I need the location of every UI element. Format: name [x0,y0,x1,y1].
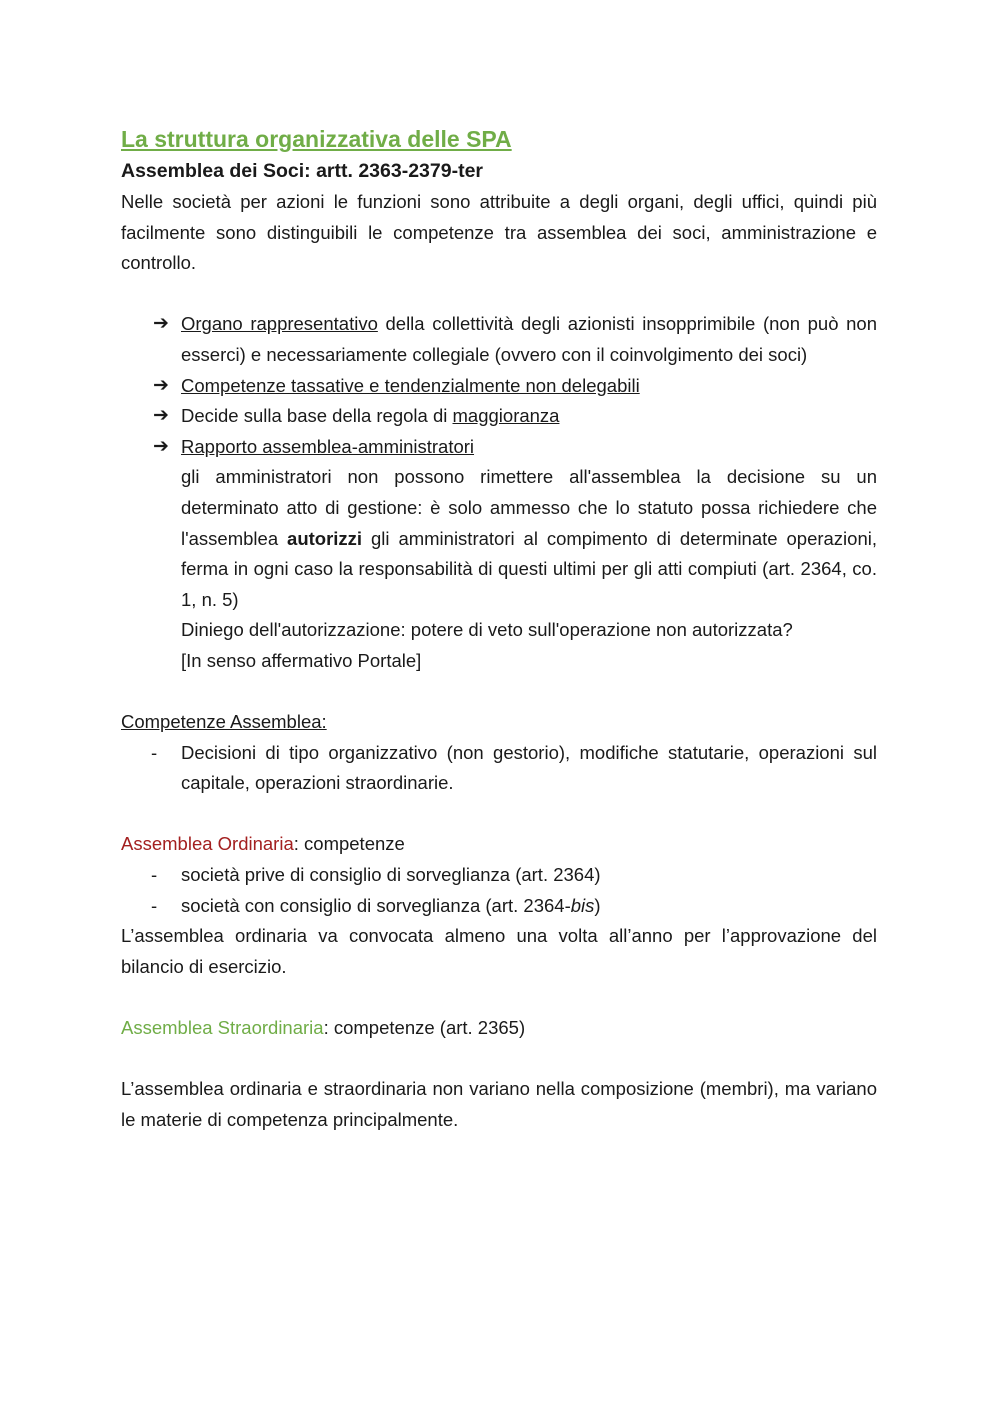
list-item [121,860,877,891]
underlined-term: maggioranza [452,405,560,427]
ordinaria-suffix: : competenze [293,833,405,855]
arrow-bullet-icon: ➔ [153,313,169,335]
list-item-text: società prive di consiglio di sorveglianza (art. 2364) [181,864,601,886]
portale-line: [In senso affermativo Portale] [181,649,422,671]
arrow-bullet-icon: ➔ [153,435,169,457]
document-title: La struttura organizzativa delle SPA [121,126,512,152]
ordinaria-note: L’assemblea ordinaria va convocata almeno una volta all’anno per l’approvazione del bilancio di esercizio. [121,925,877,977]
straordinaria-suffix: : competenze (art. 2365) [323,1017,526,1039]
closing-paragraph: L’assemblea ordinaria e straordinaria non variano nella composizione (membri), ma variano le materie di competenza principalmente. [121,1078,877,1130]
ordinaria-label: Assemblea Ordinaria [121,833,294,855]
straordinaria-label: Assemblea Straordinaria [121,1017,324,1039]
list-item-text: società con consiglio di sorveglianza (art. 2364- [181,894,571,916]
arrow-bullet-list [121,309,877,462]
dash-bullet: - [151,741,158,763]
list-item [121,891,877,922]
list-item [121,738,877,799]
italic-term: bis [570,894,595,916]
spacer [121,279,877,310]
spacer [121,799,877,830]
list-item-text: della collettività degli azionisti insopprimibile (non può non esserci) e necessariamente collegiale (ovvero con il coinvolgimento dei soci) [181,313,877,365]
section-subtitle: Assemblea dei Soci: artt. 2363-2379-ter [121,160,484,182]
arrow-bullet-icon: ➔ [153,374,169,396]
underlined-term: Rapporto assemblea-amministratori [181,435,475,457]
list-item-text: Decisioni di tipo organizzativo (non gestorio), modifiche statutarie, operazioni sul capitale, operazioni straordinarie. [181,741,877,794]
dash-bullet: - [151,864,158,886]
underlined-term: Organo rappresentativo [181,313,378,335]
rapporto-text: gli amministratori non possono rimettere all'assemblea la decisione su un determinato atto di gestione: è solo ammesso che lo statuto possa richiedere che l'assemblea [181,466,877,549]
diniego-line: Diniego dell'autorizzazione: potere di veto sull'operazione non autorizzata? [181,619,793,641]
list-item-text: ) [594,894,601,916]
list-item [121,309,877,370]
spacer [121,677,877,708]
spacer [121,1044,877,1075]
document-page [121,123,877,1135]
list-item [121,401,877,432]
list-item-text: Decide sulla base della regola di [181,405,453,427]
competenze-heading: Competenze Assemblea: [121,711,327,733]
bold-term: autorizzi [287,527,363,549]
list-item [121,371,877,402]
arrow-bullet-icon: ➔ [153,405,169,427]
underlined-term: Competenze tassative e tendenzialmente non delegabili [181,374,640,396]
ordinaria-heading [121,829,877,860]
rapporto-text: gli amministratori al compimento di determinate operazioni, ferma in ogni caso la responsabilità di questi ultimi per gli atti compiuti (art. 2364, co. 1, n. 5) [181,527,877,610]
straordinaria-heading [121,1013,877,1044]
rapporto-paragraph [121,462,877,615]
spacer [121,982,877,1013]
dash-bullet: - [151,894,158,916]
list-item [121,432,877,463]
intro-paragraph: Nelle società per azioni le funzioni sono attribuite a degli organi, degli uffici, quindi più facilmente sono distinguibili le competenze tra assemblea dei soci, amministrazione e controllo. [121,191,877,274]
